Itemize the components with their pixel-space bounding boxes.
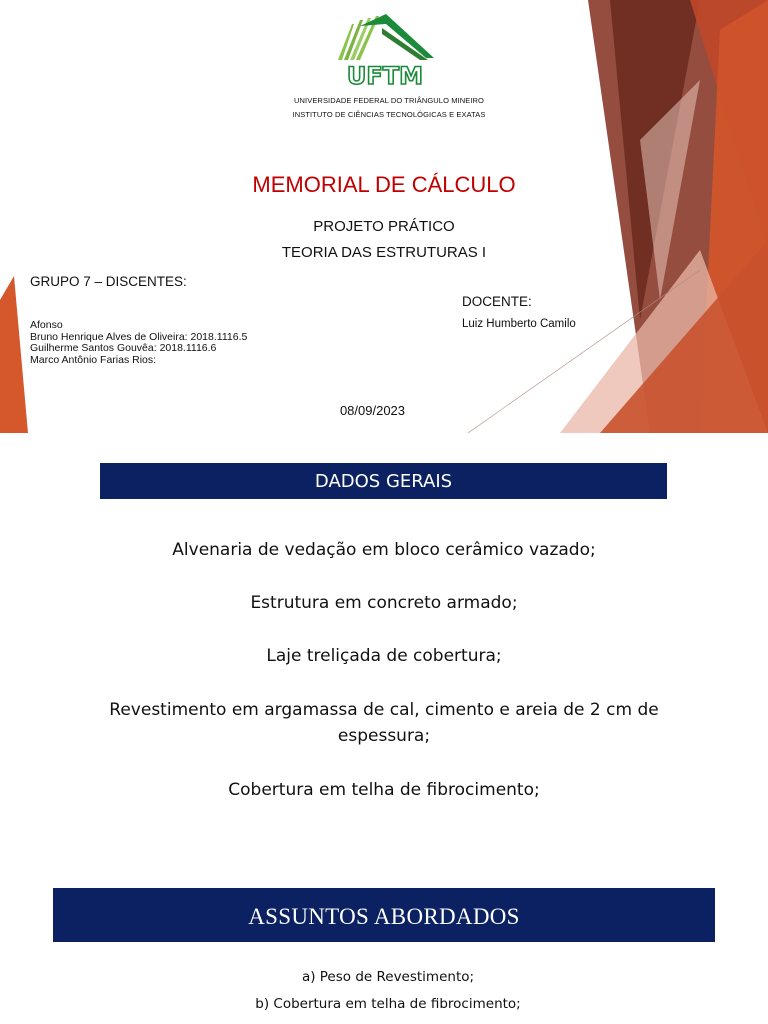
university-name: UNIVERSIDADE FEDERAL DO TRIÂNGULO MINEIRO: [294, 96, 484, 105]
dados-gerais-heading: DADOS GERAIS: [100, 463, 667, 499]
subtitle-course: TEORIA DAS ESTRUTURAS I: [281, 244, 487, 261]
dados-item: Cobertura em telha de fibrocimento;: [228, 780, 540, 800]
dados-item: Estrutura em concreto armado;: [250, 593, 518, 613]
institute-name: INSTITUTO DE CIÊNCIAS TECNOLÓGICAS E EXATAS: [292, 110, 486, 119]
cover-slide: [0, 0, 768, 433]
docente-label: DOCENTE:: [462, 294, 532, 309]
dados-item: Laje treliçada de cobertura;: [266, 646, 502, 666]
member-item: Afonso: [30, 319, 63, 331]
members-list: [30, 320, 247, 366]
assunto-item: a) Peso de Revestimento;: [301, 969, 475, 985]
member-item: Bruno Henrique Alves de Oliveira: 2018.1116.5: [30, 330, 248, 343]
subtitle-project: PROJETO PRÁTICO: [313, 218, 455, 235]
assuntos-heading: ASSUNTOS ABORDADOS: [53, 888, 715, 942]
assunto-item: b) Cobertura em telha de fibrocimento;: [255, 996, 521, 1012]
member-item: Marco Antônio Farias Rios:: [30, 353, 157, 366]
dados-item: Revestimento em argamassa de cal, cimento e areia de 2 cm de espessura;: [109, 700, 659, 746]
docente-name: Luiz Humberto Camilo: [462, 318, 576, 330]
cover-date: 08/09/2023: [339, 403, 406, 418]
logo-lettering: UFTM: [346, 62, 424, 90]
group-label: GRUPO 7 – DISCENTES:: [30, 274, 187, 289]
dados-item: Alvenaria de vedação em bloco cerâmico vazado;: [172, 540, 596, 560]
member-item: Guilherme Santos Gouvêa: 2018.1116.6: [30, 342, 217, 355]
uftm-logo: [330, 12, 440, 90]
document-title: MEMORIAL DE CÁLCULO: [252, 172, 516, 197]
